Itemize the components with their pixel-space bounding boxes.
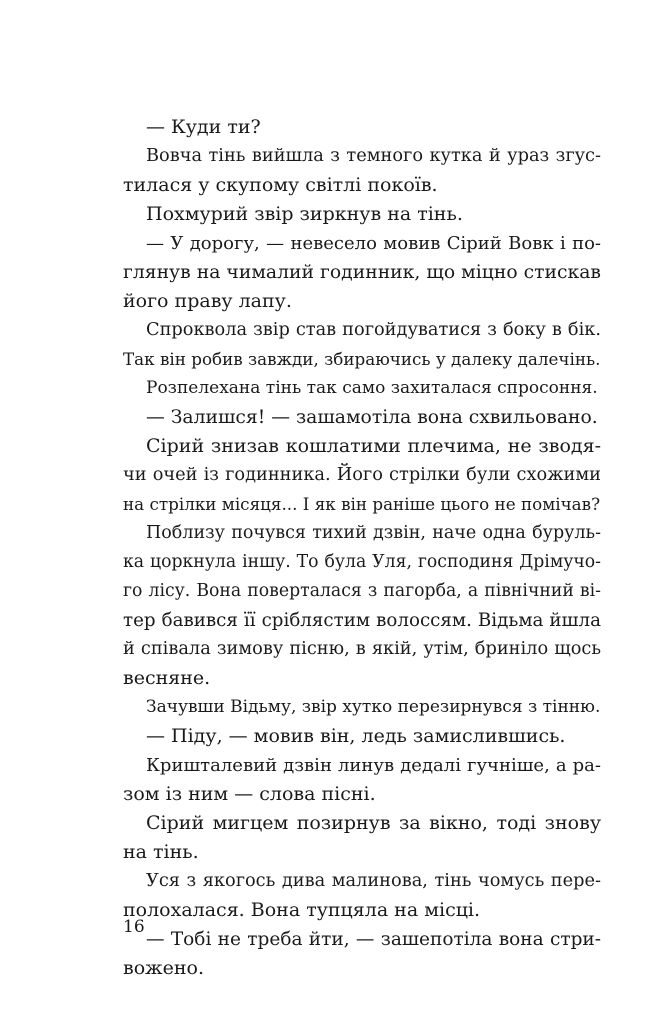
text-line: його праву лапу. (123, 290, 292, 312)
text-line: Сірий мигцем позирнув за вікно, тоді знову (146, 812, 601, 834)
page-number: 16 (123, 917, 145, 937)
text-line: вожено. (123, 957, 205, 979)
text-line: Зачувши Відьму, звір хутко перезирнувся з тінню. (146, 697, 601, 717)
text-line: Розпелехана тінь так само захиталася спросоння. (146, 378, 598, 398)
text-line: го лісу. Вона поверталася з пагорба, а північний ві- (123, 581, 601, 601)
text-line: тер бавився її сріблястим волоссям. Відьма йшла (123, 610, 601, 631)
text-line: — У дорогу, — невесело мовив Сірий Вовк і по- (146, 233, 601, 254)
text-line: глянув на чималий годинник, що міцно стискав (123, 262, 601, 283)
text-line: Сірий знизав кошлатими плечима, не зводя- (146, 435, 601, 457)
text-line: — Піду, — мовив він, ледь замислившись. (146, 725, 566, 747)
text-line: на стрілки місяця... І як він раніше цього не помічав? (123, 494, 601, 514)
text-line: Кришталевий дзвін линув дедалі гучніше, а ра- (146, 755, 601, 776)
text-line: на тінь. (123, 841, 199, 863)
text-line: весняне. (123, 667, 211, 689)
text-line: Так він робив завжди, збираючись у далеку далечінь. (123, 349, 601, 369)
text-line: — Залишся! — зашамотіла вона схвильовано. (146, 407, 598, 428)
text-line: — Тобі не треба йти, — зашепотіла вона стри- (146, 929, 601, 950)
text-line: Уся з якогось дива малинова, тінь чомусь пере- (146, 871, 601, 891)
text-line: — Куди ти? (146, 116, 261, 138)
text-line: Вовча тінь вийшла з темного кутка й ураз згус- (146, 146, 601, 166)
text-line: полохалася. Вона тупцяла на місці. (123, 899, 481, 921)
text-line: тилася у скупому світлі покоїв. (123, 174, 438, 196)
text-line: Поблизу почувся тихий дзвін, наче одна буруль- (146, 523, 601, 543)
text-line: Спроквола звір став погойдуватися з боку в бік. (146, 320, 601, 340)
text-line: й співала зимову пісню, в якій, утім, бриніло щось (123, 639, 601, 659)
text-line: зом із ним — слова пісні. (123, 783, 376, 805)
text-line: ка цоркнула іншу. То була Уля, господиня Дрімучо- (123, 552, 601, 572)
story-text (123, 113, 601, 983)
text-line: чи очей із годинника. Його стрілки були схожими (123, 465, 601, 485)
text-line: Похмурий звір зиркнув на тінь. (146, 203, 463, 225)
